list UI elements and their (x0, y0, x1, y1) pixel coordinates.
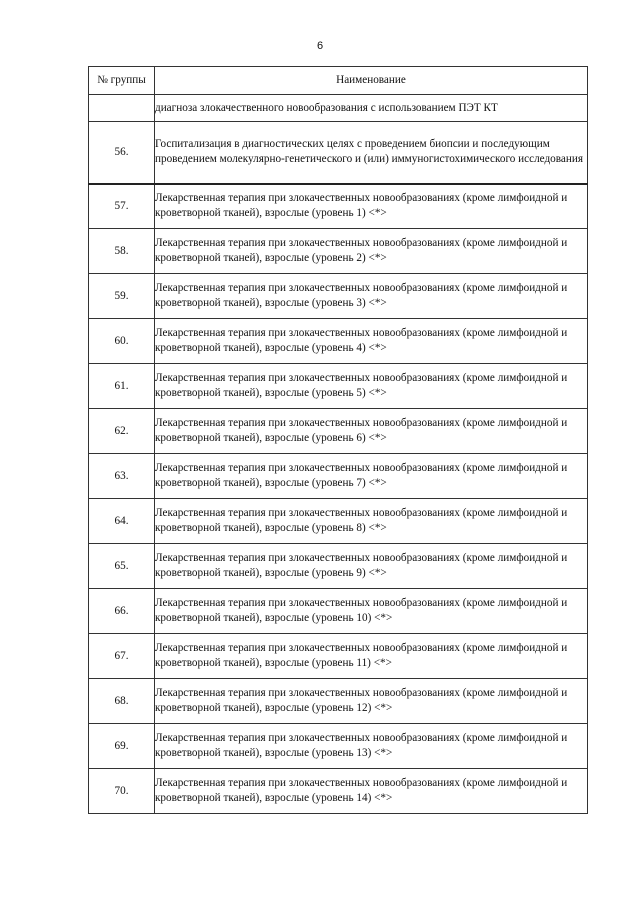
table-row (89, 319, 588, 364)
table-header-row (89, 67, 588, 95)
table-row (89, 454, 588, 499)
cell-group-number: 70. (89, 769, 155, 814)
cell-name: Госпитализация в диагностических целях с проведением биопсии и последующим проведением молекулярно-генетического и (или) иммуногистохимического исследования (155, 122, 588, 184)
table-row (89, 274, 588, 319)
table-row (89, 409, 588, 454)
cell-name: Лекарственная терапия при злокачественных новообразованиях (кроме лимфоидной и кроветворной тканей), взрослые (уровень 6) <*> (155, 409, 588, 454)
page-number: 6 (316, 40, 324, 52)
header-group-number: № группы (89, 67, 155, 95)
cell-name: Лекарственная терапия при злокачественных новообразованиях (кроме лимфоидной и кроветворной тканей), взрослые (уровень 2) <*> (155, 229, 588, 274)
cell-group-number: 68. (89, 679, 155, 724)
cell-name: Лекарственная терапия при злокачественных новообразованиях (кроме лимфоидной и кроветворной тканей), взрослые (уровень 9) <*> (155, 544, 588, 589)
header-name: Наименование (155, 67, 588, 95)
cell-name: Лекарственная терапия при злокачественных новообразованиях (кроме лимфоидной и кроветворной тканей), взрослые (уровень 7) <*> (155, 454, 588, 499)
table-row (89, 364, 588, 409)
group-table (88, 66, 588, 814)
cell-group-number: 58. (89, 229, 155, 274)
table-row (89, 589, 588, 634)
table-row (89, 499, 588, 544)
cell-group-number: 64. (89, 499, 155, 544)
cell-name: Лекарственная терапия при злокачественных новообразованиях (кроме лимфоидной и кроветворной тканей), взрослые (уровень 11) <*> (155, 634, 588, 679)
cell-group-number (89, 95, 155, 122)
table-row (89, 679, 588, 724)
cell-group-number: 61. (89, 364, 155, 409)
cell-group-number: 60. (89, 319, 155, 364)
table-row (89, 184, 588, 229)
cell-group-number: 65. (89, 544, 155, 589)
table-row (89, 229, 588, 274)
cell-name: Лекарственная терапия при злокачественных новообразованиях (кроме лимфоидной и кроветворной тканей), взрослые (уровень 12) <*> (155, 679, 588, 724)
table-row (89, 634, 588, 679)
table-row (89, 769, 588, 814)
cell-name: Лекарственная терапия при злокачественных новообразованиях (кроме лимфоидной и кроветворной тканей), взрослые (уровень 8) <*> (155, 499, 588, 544)
cell-name: диагноза злокачественного новообразования с использованием ПЭТ КТ (155, 95, 588, 122)
cell-group-number: 56. (89, 122, 155, 184)
cell-name: Лекарственная терапия при злокачественных новообразованиях (кроме лимфоидной и кроветворной тканей), взрослые (уровень 1) <*> (155, 184, 588, 229)
cell-name: Лекарственная терапия при злокачественных новообразованиях (кроме лимфоидной и кроветворной тканей), взрослые (уровень 3) <*> (155, 274, 588, 319)
cell-name: Лекарственная терапия при злокачественных новообразованиях (кроме лимфоидной и кроветворной тканей), взрослые (уровень 5) <*> (155, 364, 588, 409)
table-row (89, 122, 588, 184)
cell-name: Лекарственная терапия при злокачественных новообразованиях (кроме лимфоидной и кроветворной тканей), взрослые (уровень 14) <*> (155, 769, 588, 814)
table-row (89, 544, 588, 589)
cell-group-number: 62. (89, 409, 155, 454)
cell-name: Лекарственная терапия при злокачественных новообразованиях (кроме лимфоидной и кроветворной тканей), взрослые (уровень 13) <*> (155, 724, 588, 769)
cell-group-number: 67. (89, 634, 155, 679)
cell-name: Лекарственная терапия при злокачественных новообразованиях (кроме лимфоидной и кроветворной тканей), взрослые (уровень 10) <*> (155, 589, 588, 634)
cell-group-number: 66. (89, 589, 155, 634)
cell-group-number: 63. (89, 454, 155, 499)
cell-group-number: 69. (89, 724, 155, 769)
table-row-continuation (89, 95, 588, 122)
cell-name: Лекарственная терапия при злокачественных новообразованиях (кроме лимфоидной и кроветворной тканей), взрослые (уровень 4) <*> (155, 319, 588, 364)
table-row (89, 724, 588, 769)
cell-group-number: 59. (89, 274, 155, 319)
cell-group-number: 57. (89, 184, 155, 229)
